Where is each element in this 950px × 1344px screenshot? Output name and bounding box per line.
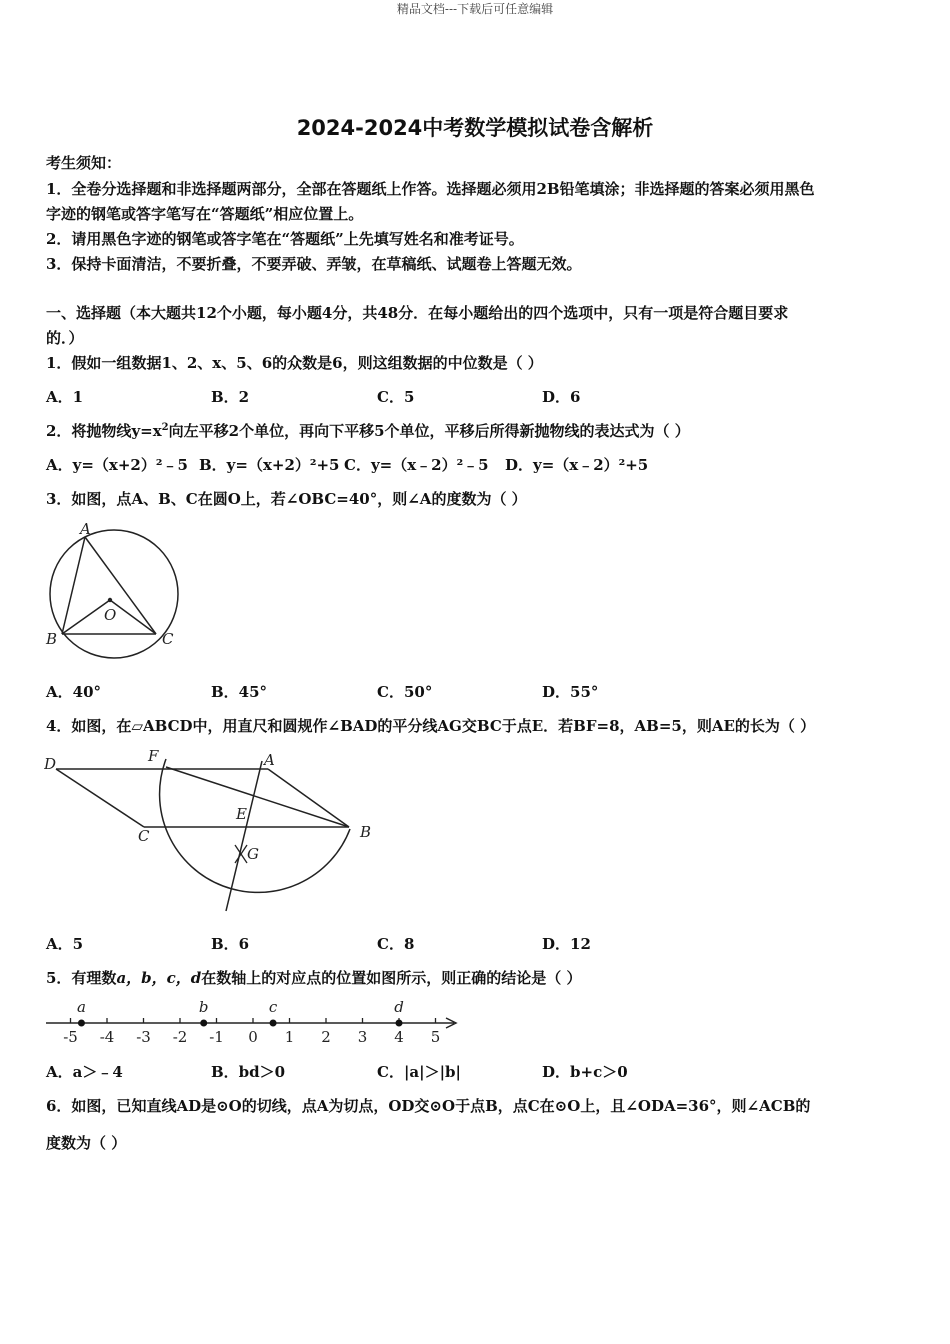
q4-stem: 4．如图，在▱ABCD中，用直尺和圆规作∠BAD的平分线AG交BC于点E．若BF=8，AB=5，则AE的长为（ ） <box>46 717 816 735</box>
q5-tick-label: 5 <box>430 1028 441 1046</box>
q4-option-c: C．8 <box>377 935 415 953</box>
q4-label-d: D <box>44 755 57 773</box>
q3-option-d: D．55° <box>542 683 599 701</box>
q3-option-a: A．40° <box>46 683 102 701</box>
q4-label-e: E <box>236 805 247 823</box>
q3-stem: 3．如图，点A、B、C在圆O上，若∠OBC=40°，则∠A的度数为（ ） <box>46 490 527 508</box>
section-line-1: 一、选择题（本大题共12个小题，每小题4分，共48分．在每小题给出的四个选项中，只有一项是符合题目要求 <box>46 304 789 322</box>
q3-option-c: C．50° <box>377 683 433 701</box>
q4-parallelogram-figure <box>44 745 384 917</box>
q5-point-d <box>396 1020 403 1027</box>
q6-line-2: 度数为（ ） <box>46 1134 127 1152</box>
q2-option-a: A．y=（x+2）²﹣5 <box>46 456 188 474</box>
q5-tick-group <box>63 1018 440 1046</box>
q5-tick-label: -1 <box>209 1028 224 1046</box>
q1-option-d: D．6 <box>542 388 581 406</box>
notice-line-2: 2．请用黑色字迹的钢笔或答字笔在“答题纸”上先填写姓名和准考证号。 <box>46 230 524 248</box>
q4-option-a: A．5 <box>46 935 84 953</box>
q5-stem <box>46 967 582 988</box>
q4-label-a: A <box>264 751 275 769</box>
q3-segment-ac <box>85 537 156 634</box>
q5-tick-label: -2 <box>172 1028 188 1046</box>
notice-heading: 考生须知： <box>46 154 122 172</box>
q5-point-group <box>77 998 404 1027</box>
q3-center-dot <box>108 598 112 602</box>
q4-segment-ab <box>268 769 349 827</box>
q5-option-d: D．b+c＞0 <box>542 1063 628 1081</box>
q5-tick-label: -5 <box>63 1028 78 1046</box>
q4-label-g: G <box>247 845 259 863</box>
q5-point-label-a: a <box>76 998 86 1016</box>
q5-point-label-b: b <box>198 998 209 1016</box>
q4-segment-dc <box>56 769 144 827</box>
q5-tick-label: 0 <box>248 1028 258 1046</box>
q2-stem-sup: 2 <box>161 422 169 433</box>
q3-label-a: A <box>80 520 91 538</box>
q4-label-f: F <box>148 747 159 765</box>
q5-point-b <box>200 1020 207 1027</box>
q5-point-c <box>270 1020 277 1027</box>
notice-line-1b: 字迹的钢笔或答字笔写在“答题纸”相应位置上。 <box>46 205 364 223</box>
q3-label-c: C <box>162 630 174 648</box>
q2-stem-a: 2．将抛物线y=x <box>46 422 162 440</box>
q1-stem: 1．假如一组数据1、2、x、5、6的众数是6，则这组数据的中位数是（ ） <box>46 354 543 372</box>
notice-line-1a: 1．全卷分选择题和非选择题两部分，全部在答题纸上作答。选择题必须用2B铅笔填涂；非选择题的答案必须用黑色 <box>46 180 815 198</box>
q3-circle <box>50 530 178 658</box>
q5-option-b: B．bd＞0 <box>211 1063 286 1081</box>
q4-option-b: B．6 <box>211 935 250 953</box>
q2-stem <box>46 420 690 441</box>
q4-label-c: C <box>138 827 150 845</box>
q2-stem-b: 向左平移2个单位，再向下平移5个单位，平移后所得新抛物线的表达式为（ ） <box>168 422 690 440</box>
q2-option-c: C．y=（x﹣2）²﹣5 <box>344 456 489 474</box>
q5-option-c: C．|a|＞|b| <box>377 1063 461 1081</box>
section-line-2: 的．） <box>46 329 84 347</box>
page-header: 精品文档---下载后可任意编辑 <box>396 2 554 16</box>
q5-tick-label: -3 <box>136 1028 151 1046</box>
q5-point-label-d: d <box>394 998 404 1016</box>
q5-number-line <box>44 995 464 1049</box>
q5-tick-label: 2 <box>321 1028 331 1046</box>
q6-line-1: 6．如图，已知直线AD是⊙O的切线，点A为切点，OD交⊙O于点B，点C在⊙O上，且∠ODA=36°，则∠ACB的 <box>46 1097 811 1115</box>
q3-option-b: B．45° <box>211 683 268 701</box>
q5-stem-vars: a，b，c，d <box>116 969 202 987</box>
q3-label-o: O <box>104 606 117 624</box>
q5-tick-label: 1 <box>284 1028 295 1046</box>
q1-option-b: B．2 <box>211 388 250 406</box>
q5-tick-label: 4 <box>394 1028 404 1046</box>
q3-circle-figure <box>44 518 184 666</box>
q1-option-a: A．1 <box>46 388 84 406</box>
q5-point-a <box>78 1020 85 1027</box>
q5-stem-num: 5．有理数 <box>46 969 117 987</box>
q2-option-d: D．y=（x﹣2）²+5 <box>505 456 649 474</box>
q4-label-b: B <box>360 823 372 841</box>
page-title: 2024-2024中考数学模拟试卷含解析 <box>296 116 654 140</box>
q2-option-b: B．y=（x+2）²+5 <box>199 456 340 474</box>
notice-line-3: 3．保持卡面清洁，不要折叠，不要弄破、弄皱，在草稿纸、试题卷上答题无效。 <box>46 255 582 273</box>
q4-arc <box>160 759 350 892</box>
q5-tick-label: -4 <box>99 1028 115 1046</box>
q1-option-c: C．5 <box>377 388 415 406</box>
q5-stem-rest: 在数轴上的对应点的位置如图所示，则正确的结论是（ ） <box>201 969 582 987</box>
q4-segment-fb <box>166 767 349 827</box>
q5-tick-label: 3 <box>357 1028 368 1046</box>
q3-segment-oc <box>110 600 156 634</box>
q5-point-label-c: c <box>268 998 278 1016</box>
q3-label-b: B <box>46 630 58 648</box>
q4-option-d: D．12 <box>542 935 591 953</box>
q5-option-a: A．a＞﹣4 <box>46 1063 123 1081</box>
